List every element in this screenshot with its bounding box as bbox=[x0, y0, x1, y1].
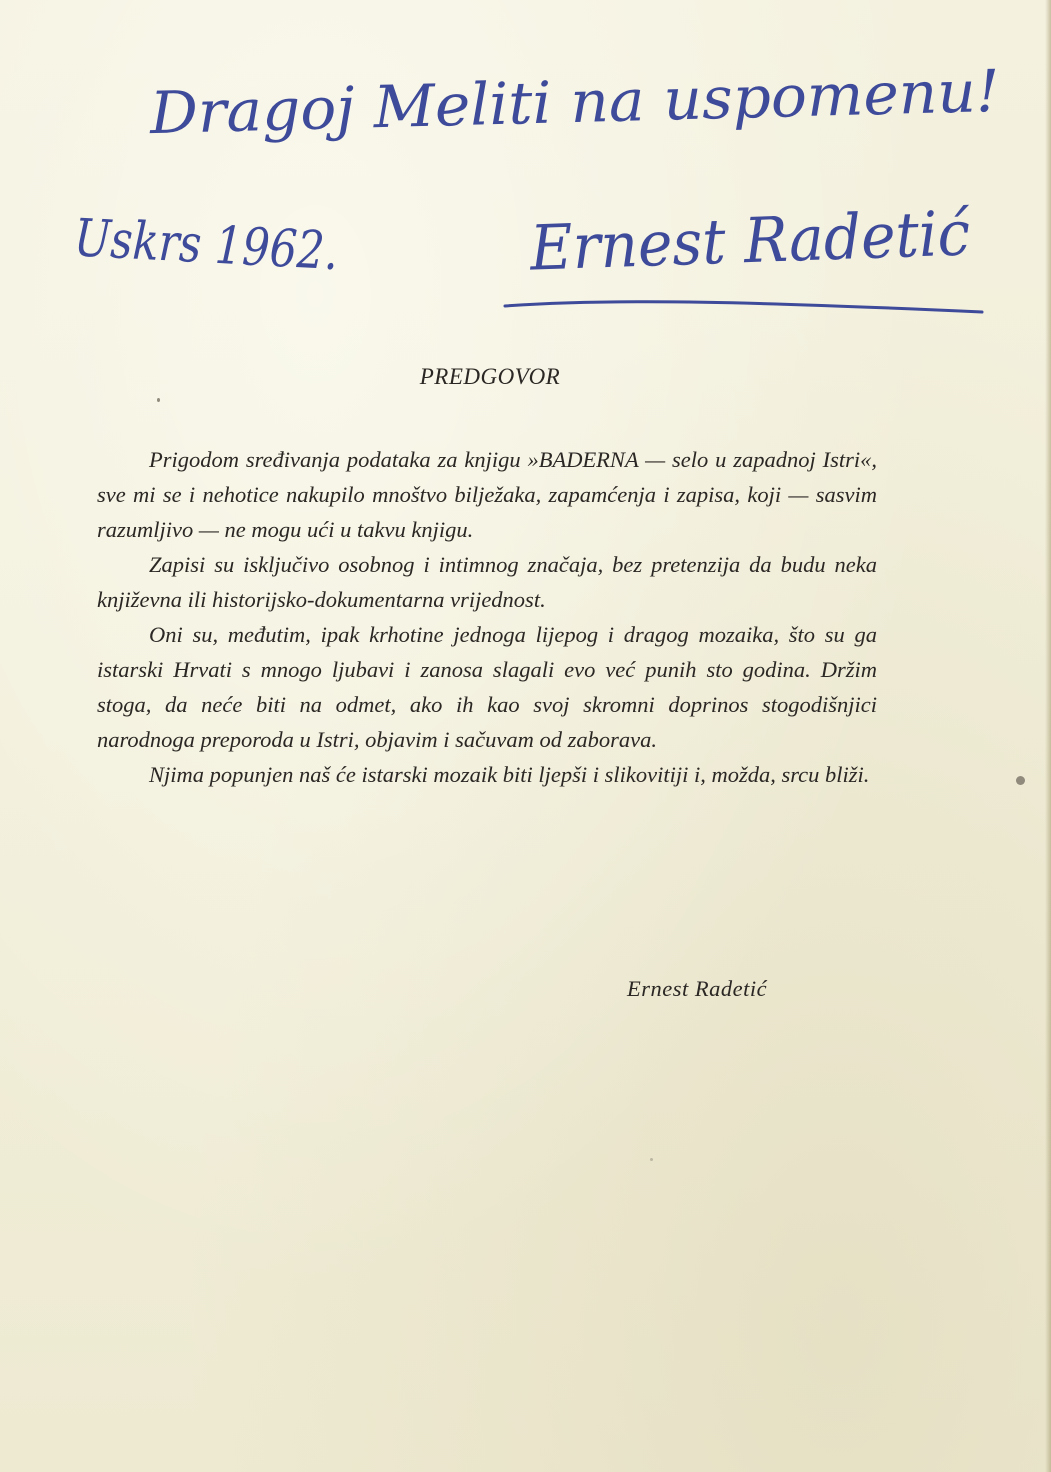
preface-paragraph: Njima popunjen naš će istarski mozaik biti ljepši i slikovitiji i, možda, srcu bliži. bbox=[149, 762, 870, 787]
preface-paragraph: Oni su, međutim, ipak krhotine jednoga lijepog i dragog mozaika, što su ga istarski Hrvati s mnogo ljubavi i zanosa slagali evo već punih sto godina. Držim stoga, da neće biti na odmet, ako ih kao svoj skromni doprinos stogodišnjici narodnoga preporoda u Istri, objavim i sačuvam od zaborava. bbox=[97, 622, 877, 752]
paper-speck bbox=[650, 1158, 653, 1161]
handwritten-signature: Ernest Radetić bbox=[528, 195, 1001, 285]
handwritten-date: Uskrs 1962. bbox=[72, 208, 395, 286]
handwritten-dedication: Dragoj Meliti na uspomenu! bbox=[149, 57, 976, 148]
preface-title: PREDGOVOR bbox=[419, 364, 561, 389]
paper-speck bbox=[1016, 776, 1025, 785]
preface-body bbox=[97, 442, 877, 792]
signature-underline bbox=[505, 302, 982, 312]
preface-paragraph: Prigodom sređivanja podataka za knjigu »BADERNA — selo u zapadnoj Istri«, sve mi se i nehotice nakupilo mnoštvo bilježaka, zapamćenja i zapisa, koji — sasvim razumljivo — ne mogu ući u takvu knjigu. bbox=[97, 447, 877, 542]
handwritten-inscription bbox=[0, 0, 1051, 340]
preface-author: Ernest Radetić bbox=[627, 976, 768, 1001]
preface-paragraph: Zapisi su isključivo osobnog i intimnog značaja, bez pretenzija da budu neka književna ili historijsko-dokumentarna vrijednost. bbox=[97, 552, 877, 612]
paper-speck bbox=[157, 398, 160, 402]
